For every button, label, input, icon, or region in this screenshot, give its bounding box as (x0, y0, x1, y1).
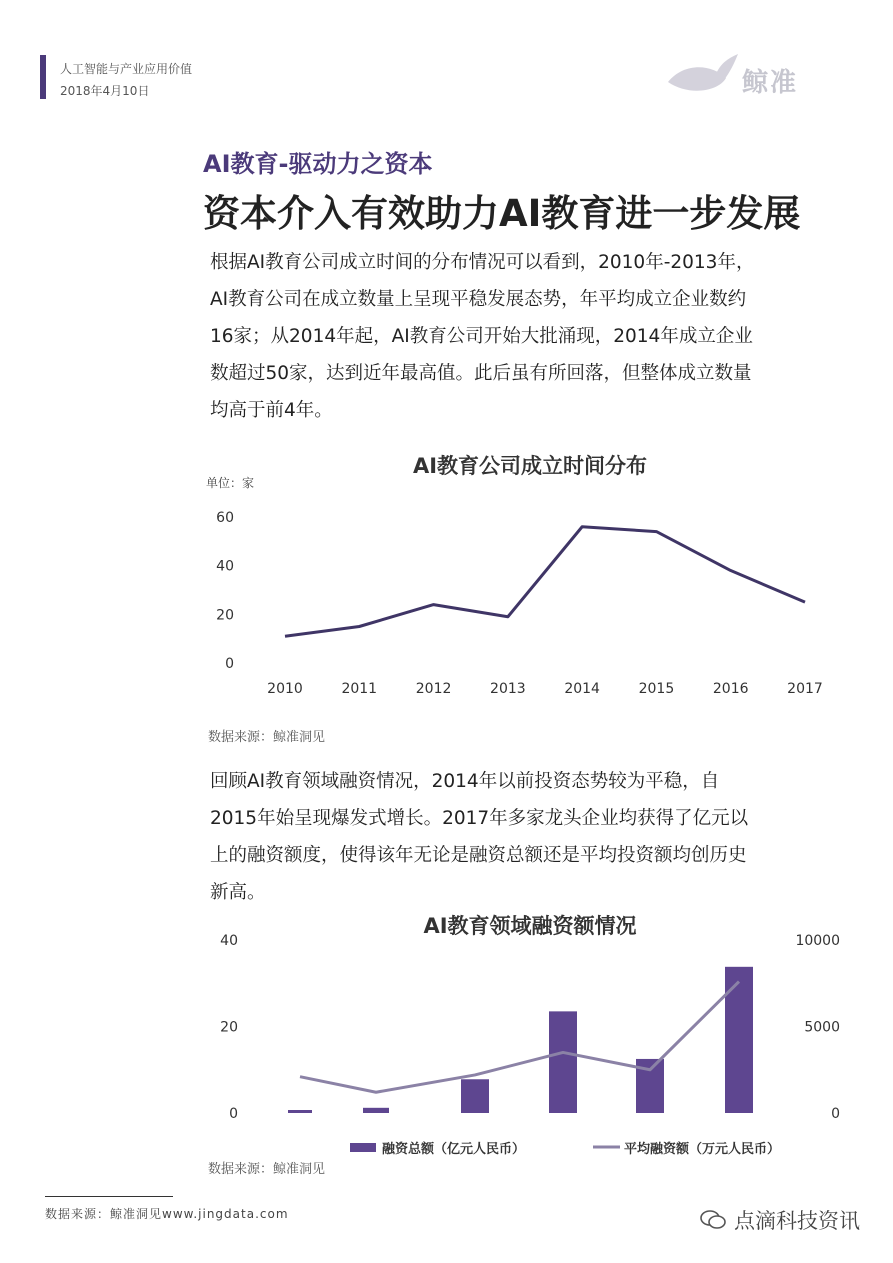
company-founding-line-chart (190, 445, 850, 710)
financing-bar (288, 1110, 312, 1113)
right-y-tick-label: 0 (831, 1106, 840, 1122)
chart-legend (350, 1141, 780, 1157)
y-tick-label: 20 (216, 607, 234, 624)
y-tick-label: 0 (225, 656, 234, 672)
x-tick-label: 2014 (564, 681, 600, 697)
chart1-source: 数据来源：鲸准洞见 (208, 730, 326, 745)
paragraph-1 (210, 244, 754, 429)
paragraph-line: 均高于前4年。 (210, 400, 333, 421)
paragraph-line: 2015年始呈现爆发式增长。2017年多家龙头企业均获得了亿元以 (210, 808, 749, 829)
legend-label-line: 平均融资额（万元人民币） (624, 1142, 781, 1157)
paragraph-line: AI教育公司在成立数量上呈现平稳发展态势，年平均成立企业数约 (210, 289, 747, 310)
chart-title: AI教育领域融资额情况 (423, 914, 637, 938)
x-tick-label: 2013 (490, 681, 526, 697)
report-date: 2018年4月10日 (60, 84, 150, 98)
logo-text: 鲸准 (742, 68, 799, 98)
paragraph-line: 根据AI教育公司成立时间的分布情况可以看到，2010年-2013年， (210, 252, 755, 273)
x-tick-label: 2010 (267, 681, 303, 697)
paragraph-line: 16家；从2014年起，AI教育公司开始大批涌现，2014年成立企业 (210, 326, 753, 347)
paragraph-line: 数超过50家，达到近年最高值。此后虽有所回落，但整体成立数量 (210, 363, 752, 384)
x-tick-label: 2015 (638, 681, 675, 697)
financing-bar (549, 1011, 577, 1113)
chart-unit-label: 单位：家 (206, 476, 255, 490)
section-subtitle: AI教育-驱动力之资本 (203, 150, 433, 178)
x-tick-label: 2016 (712, 681, 749, 697)
legend-swatch-bar (350, 1143, 376, 1152)
left-y-tick-label: 20 (220, 1019, 238, 1036)
section-title: 资本介入有效助力AI教育进一步发展 (203, 192, 801, 235)
wechat-icon (700, 1210, 726, 1230)
financing-combo-chart (200, 905, 840, 1160)
financing-bar (725, 967, 753, 1113)
y-tick-label: 60 (216, 510, 234, 526)
series-line (285, 527, 805, 637)
left-y-tick-label: 0 (229, 1106, 238, 1122)
chart-title: AI教育公司成立时间分布 (412, 454, 648, 478)
footer-note: 数据来源：鲸准洞见www.jingdata.com (45, 1207, 289, 1221)
x-tick-label: 2011 (341, 681, 378, 697)
right-y-tick-label: 10000 (795, 933, 840, 949)
wechat-account-name: 点滴科技资讯 (734, 1209, 860, 1233)
legend-label-bar: 融资总额（亿元人民币） (382, 1142, 526, 1157)
paragraph-2 (210, 763, 748, 911)
report-title: 人工智能与产业应用价值 (60, 62, 193, 76)
header-accent-bar (40, 55, 46, 99)
paragraph-line: 回顾AI教育领域融资情况，2014年以前投资态势较为平稳，自 (210, 771, 720, 792)
chart2-source: 数据来源：鲸准洞见 (208, 1162, 326, 1177)
financing-bar (461, 1079, 489, 1113)
average-financing-line (300, 982, 739, 1093)
right-y-tick-label: 5000 (804, 1019, 840, 1036)
paragraph-line: 新高。 (210, 882, 266, 903)
footer-rule (45, 1196, 173, 1197)
x-tick-label: 2017 (787, 681, 823, 697)
financing-bar (363, 1108, 389, 1113)
y-tick-label: 40 (216, 558, 234, 575)
left-y-tick-label: 40 (220, 933, 238, 949)
x-tick-label: 2012 (415, 681, 452, 697)
paragraph-line: 上的融资额度，使得该年无论是融资总额还是平均投资额均创历史 (210, 845, 747, 866)
